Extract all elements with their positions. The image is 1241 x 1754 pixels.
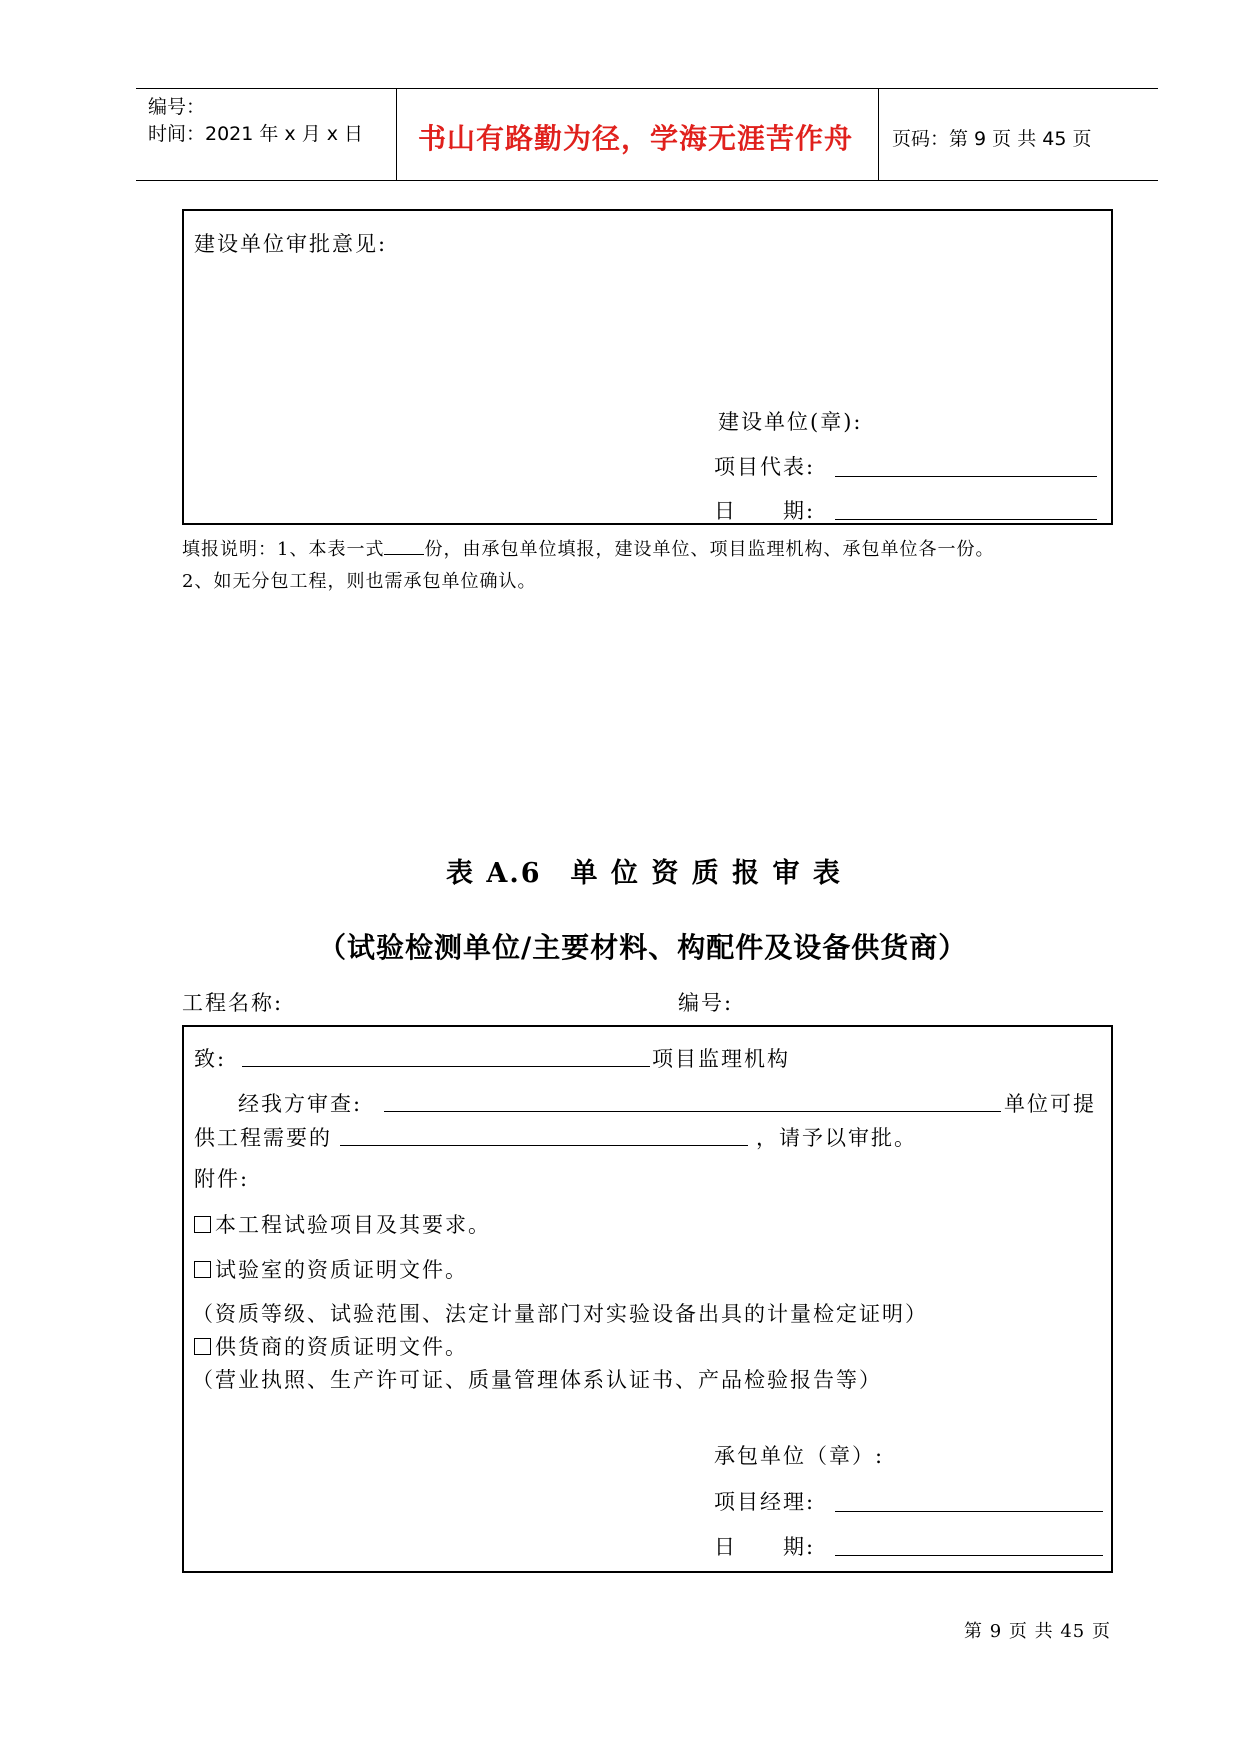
attachment-label: 附件:: [194, 1167, 250, 1191]
box1-date-field[interactable]: [835, 519, 1097, 520]
supply-item-field[interactable]: [340, 1145, 748, 1146]
contractor-seal-label: 承包单位（章）:: [714, 1444, 885, 1468]
box1-date-label: 日 期:: [714, 499, 816, 523]
header-divider-left: [396, 88, 397, 180]
project-name-label: 工程名称:: [182, 991, 284, 1015]
header-divider-right: [878, 88, 879, 180]
attachment-note-1: （资质等级、试验范围、法定计量部门对实验设备出具的计量检定证明）: [192, 1302, 928, 1326]
copies-count-field[interactable]: [384, 540, 424, 555]
form-title: 表 A.6 单 位 资 质 报 审 表: [446, 858, 842, 889]
header-motto: 书山有路勤为径，学海无涯苦作舟: [418, 122, 854, 155]
form-subtitle: （试验检测单位/主要材料、构配件及设备供货商）: [318, 931, 968, 964]
header-bottom-rule: [136, 180, 1158, 181]
page-footer: 第 9 页 共 45 页: [964, 1621, 1111, 1642]
header-time-label: 时间：2021 年 x 月 x 日: [148, 123, 364, 145]
project-manager-label: 项目经理:: [714, 1490, 816, 1514]
notes-line-2: 2、如无分包工程，则也需承包单位确认。: [182, 571, 537, 592]
notes-line1-suffix: 份，由承包单位填报，建设单位、项目监理机构、承包单位各一份。: [424, 539, 995, 560]
attachment-checkbox-3[interactable]: [194, 1338, 211, 1355]
attachment-item-1-label: 本工程试验项目及其要求。: [215, 1213, 491, 1237]
attachment-item-3-label: 供货商的资质证明文件。: [215, 1335, 468, 1359]
supply-label: 供工程需要的: [194, 1126, 332, 1150]
review-suffix: 单位可提: [1004, 1092, 1096, 1116]
supply-suffix: ，请予以审批。: [756, 1126, 917, 1150]
header-number-label: 编号：: [148, 96, 206, 118]
to-label: 致:: [194, 1047, 227, 1071]
notes-line1-prefix: 填报说明：1、本表一式: [182, 539, 385, 560]
review-unit-field[interactable]: [384, 1111, 1001, 1112]
to-suffix: 项目监理机构: [652, 1047, 790, 1071]
notes-line-1: [182, 535, 994, 561]
header-page-label: 页码：第 9 页 共 45 页: [892, 128, 1092, 150]
opinion-label: 建设单位审批意见:: [194, 232, 388, 256]
project-representative-field[interactable]: [835, 476, 1097, 477]
attachment-item-3: [194, 1331, 468, 1361]
project-manager-field[interactable]: [835, 1511, 1103, 1512]
header-top-rule: [136, 88, 1158, 89]
construction-unit-seal-label: 建设单位(章):: [718, 410, 863, 434]
attachment-item-2-label: 试验室的资质证明文件。: [215, 1258, 468, 1282]
attachment-note-2: （营业执照、生产许可证、质量管理体系认证书、产品检验报告等）: [192, 1368, 882, 1392]
box2-date-label: 日 期:: [714, 1535, 816, 1559]
project-representative-label: 项目代表:: [714, 455, 816, 479]
to-field[interactable]: [242, 1066, 650, 1067]
attachment-item-1: [194, 1209, 491, 1239]
attachment-item-2: [194, 1254, 468, 1284]
box2-date-field[interactable]: [835, 1555, 1103, 1556]
form-number-label: 编号:: [678, 991, 734, 1015]
review-label: 经我方审查:: [238, 1092, 363, 1116]
attachment-checkbox-2[interactable]: [194, 1261, 211, 1278]
attachment-checkbox-1[interactable]: [194, 1216, 211, 1233]
